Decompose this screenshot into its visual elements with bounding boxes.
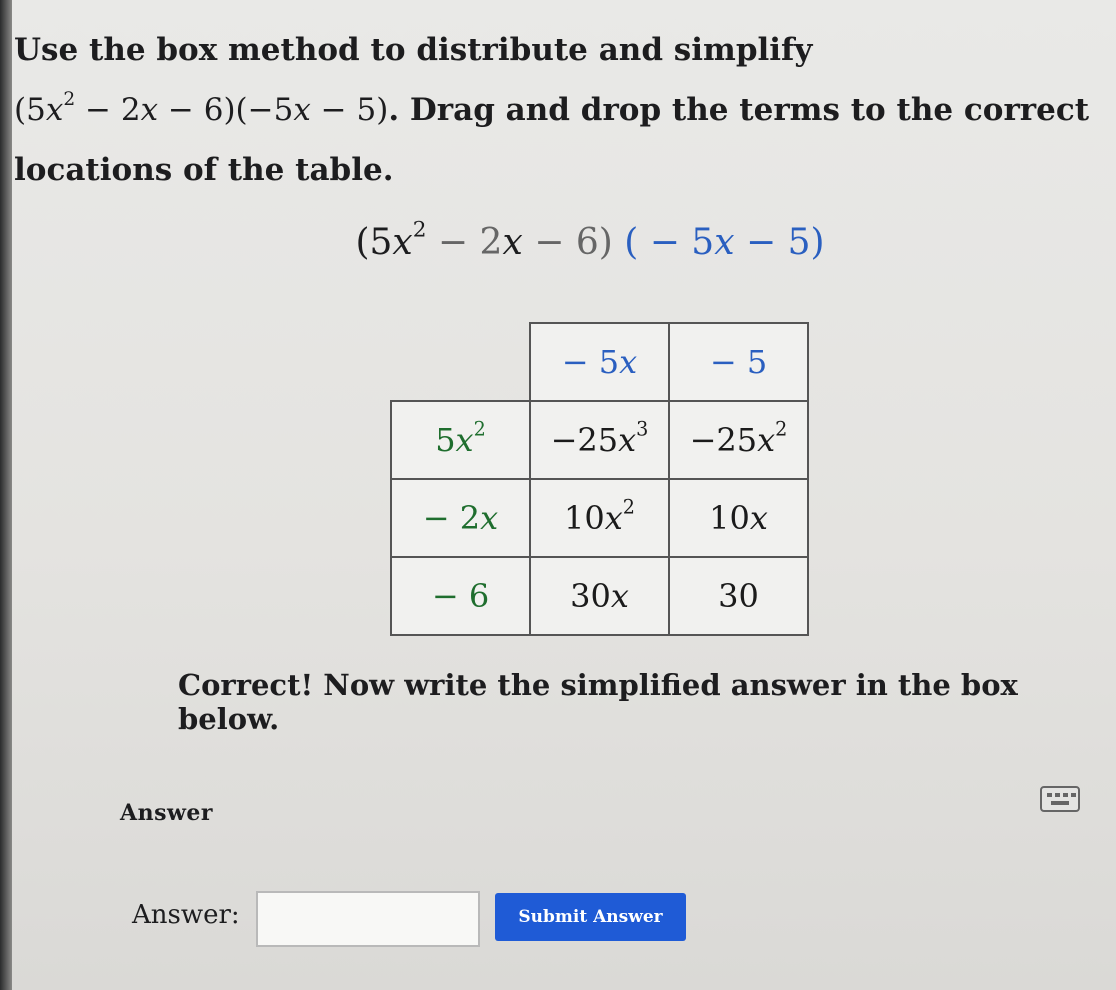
- column-header-2[interactable]: [669, 323, 808, 401]
- answer-heading: Answer: [120, 800, 213, 826]
- expr-var: x: [714, 222, 735, 263]
- expr-exponent: 2: [412, 217, 427, 243]
- expr-var: x: [392, 222, 413, 263]
- expr-factor-1: (5: [355, 222, 393, 263]
- submit-answer-button[interactable]: Submit Answer: [495, 893, 686, 941]
- term-var: x: [757, 421, 776, 459]
- table-row: [391, 401, 808, 479]
- answer-label: Answer:: [132, 900, 240, 930]
- instruction-line-2: . Drag and drop the terms to the correct: [388, 92, 1090, 128]
- box-method-table: [390, 322, 809, 636]
- expr-exponent: 2: [63, 89, 76, 111]
- screen-edge-shadow: [0, 0, 12, 990]
- term-exp: 2: [622, 495, 635, 519]
- term-var: x: [618, 421, 637, 459]
- expr-part: − 6)(−5: [158, 92, 294, 128]
- product-cell[interactable]: [530, 557, 669, 635]
- keyboard-icon[interactable]: [1040, 786, 1080, 812]
- term-coef: 30: [570, 577, 611, 615]
- term-exp: 3: [636, 417, 649, 441]
- table-corner-cell: [391, 323, 530, 401]
- table-row: [391, 479, 808, 557]
- instruction-line-3: locations of the table.: [14, 152, 394, 188]
- term-var: x: [604, 499, 623, 537]
- term-coef: 10: [709, 499, 750, 537]
- table-row: [391, 557, 808, 635]
- keyboard-key: [1071, 793, 1076, 797]
- keyboard-key: [1047, 793, 1052, 797]
- product-cell[interactable]: [669, 557, 808, 635]
- term-coef: − 5: [709, 343, 768, 381]
- term-exp: 2: [775, 417, 788, 441]
- keyboard-key: [1063, 793, 1068, 797]
- expr-var: x: [45, 92, 64, 128]
- product-cell[interactable]: [530, 479, 669, 557]
- term-coef: − 2: [422, 499, 481, 537]
- expr-part: − 2: [75, 92, 141, 128]
- term-var: x: [455, 421, 474, 459]
- term-coef: − 6: [431, 577, 490, 615]
- keyboard-key: [1055, 793, 1060, 797]
- term-coef: −25: [550, 421, 619, 459]
- instruction-line-1: Use the box method to distribute and simplify: [14, 32, 813, 68]
- product-cell[interactable]: [669, 479, 808, 557]
- term-coef: − 5: [561, 343, 620, 381]
- feedback-message: Correct! Now write the simplified answer in the box below.: [178, 668, 1018, 736]
- expr-var: x: [293, 92, 311, 128]
- expr-part: − 5): [310, 92, 389, 128]
- expr-term: − 2: [426, 222, 503, 263]
- term-coef: −25: [689, 421, 758, 459]
- inline-expression: [14, 89, 389, 128]
- term-coef: 30: [718, 577, 759, 615]
- question-instructions: [14, 20, 1109, 200]
- row-header-1[interactable]: [391, 401, 530, 479]
- column-header-1[interactable]: [530, 323, 669, 401]
- term-exp: 2: [473, 417, 486, 441]
- table-header-row: [391, 323, 808, 401]
- expr-var: x: [502, 222, 523, 263]
- answer-input[interactable]: [256, 891, 480, 947]
- keyboard-spacebar: [1051, 801, 1069, 805]
- expression-display: [0, 217, 1116, 263]
- term-var: x: [749, 499, 768, 537]
- product-cell[interactable]: [530, 401, 669, 479]
- term-coef: 5: [435, 421, 456, 459]
- expr-part: (5: [14, 92, 46, 128]
- expr-term: − 5): [734, 222, 825, 263]
- product-cell[interactable]: [669, 401, 808, 479]
- term-var: x: [480, 499, 499, 537]
- expr-factor-2: ( − 5: [612, 222, 715, 263]
- term-var: x: [610, 577, 629, 615]
- expr-term: − 6): [522, 222, 613, 263]
- row-header-3[interactable]: [391, 557, 530, 635]
- term-var: x: [619, 343, 638, 381]
- row-header-2[interactable]: [391, 479, 530, 557]
- expr-var: x: [140, 92, 159, 128]
- term-coef: 10: [564, 499, 605, 537]
